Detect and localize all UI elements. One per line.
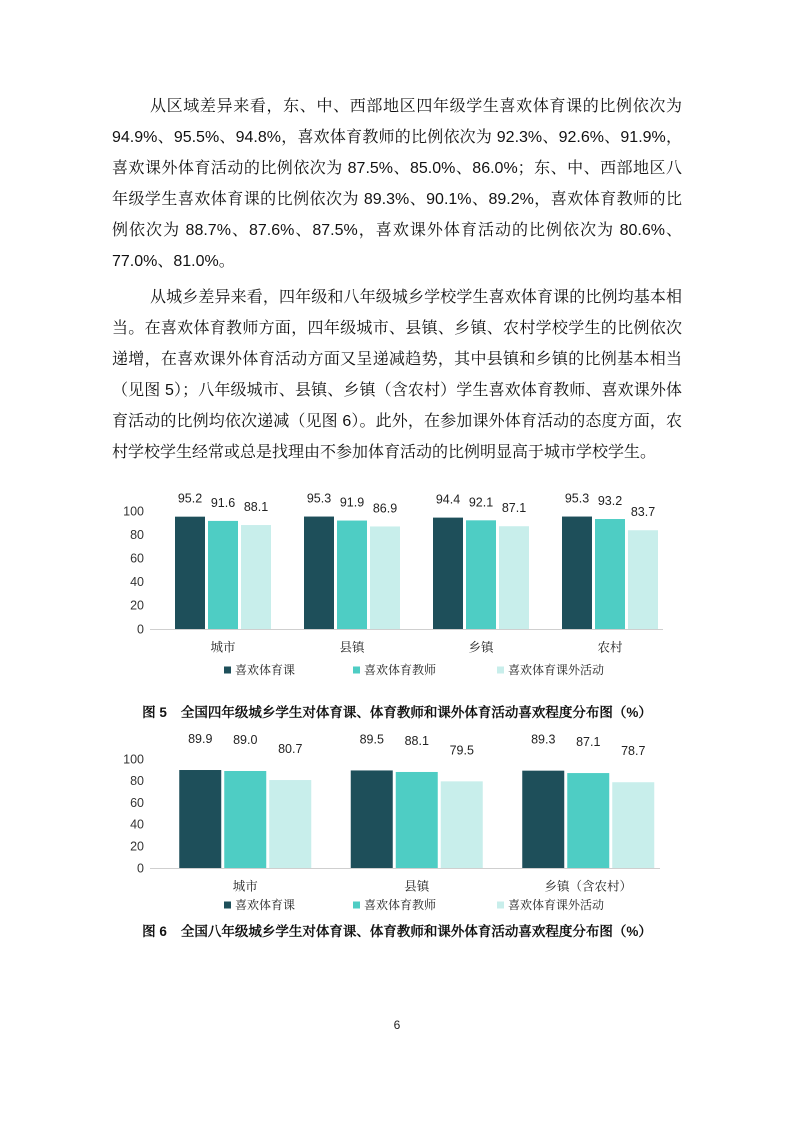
bar bbox=[370, 526, 400, 629]
y-tick-label: 80 bbox=[130, 774, 144, 789]
value-label: 87.1 bbox=[501, 501, 527, 516]
value-label: 87.1 bbox=[576, 735, 601, 750]
value-label: 78.7 bbox=[621, 744, 646, 759]
y-tick-label: 60 bbox=[130, 551, 144, 566]
bar bbox=[466, 520, 496, 629]
category-label: 县镇 bbox=[404, 879, 430, 894]
figure-number: 图 5 bbox=[142, 705, 167, 720]
legend-item bbox=[497, 662, 604, 677]
bar bbox=[595, 519, 625, 629]
text-line: 例依次为 88.7%、87.6%、87.5%，喜欢课外体育活动的比例依次为 80.6%、 bbox=[112, 222, 682, 239]
legend-item bbox=[497, 897, 604, 912]
text-line: 年级学生喜欢体育课的比例依次为 89.3%、90.1%、89.2%，喜欢体育教师的比 bbox=[112, 191, 682, 208]
bar bbox=[337, 521, 367, 629]
category-label: 城市 bbox=[232, 879, 258, 894]
y-tick-label: 100 bbox=[123, 752, 144, 767]
category-label: 农村 bbox=[597, 640, 623, 655]
bar bbox=[304, 517, 334, 629]
y-tick-label: 20 bbox=[130, 839, 144, 854]
legend-item bbox=[353, 662, 436, 677]
y-tick-label: 40 bbox=[130, 575, 144, 590]
legend-item bbox=[224, 897, 295, 912]
bar bbox=[441, 781, 483, 868]
figure-caption bbox=[0, 922, 794, 942]
y-tick-label: 100 bbox=[123, 504, 144, 519]
value-label: 80.7 bbox=[278, 742, 303, 757]
bar bbox=[567, 773, 609, 868]
value-label: 89.5 bbox=[359, 732, 384, 747]
text-line: 77.0%、81.0%。 bbox=[112, 253, 235, 270]
text-line: 当。在喜欢体育教师方面，四年级城市、县镇、乡镇、农村学校学生的比例依次 bbox=[112, 320, 682, 337]
bar bbox=[562, 517, 592, 629]
figure-caption-text: 全国四年级城乡学生对体育课、体育教师和课外体育活动喜欢程度分布图（%） bbox=[180, 705, 652, 720]
page-number: 6 bbox=[393, 1018, 401, 1032]
text-line: 村学校学生经常或总是找理由不参加体育活动的比例明显高于城市学校学生。 bbox=[112, 444, 657, 461]
value-label: 88.1 bbox=[404, 733, 429, 748]
text-line: 94.9%、95.5%、94.8%，喜欢体育教师的比例依次为 92.3%、92.6%、91.9%， bbox=[112, 129, 682, 146]
bar bbox=[433, 518, 463, 629]
category-label: 城市 bbox=[210, 640, 236, 655]
legend-label: 喜欢体育课外活动 bbox=[508, 663, 605, 678]
legend-swatch bbox=[224, 667, 231, 674]
legend-item bbox=[224, 662, 295, 677]
legend-label: 喜欢体育课 bbox=[235, 898, 296, 913]
category-label: 乡镇 bbox=[468, 640, 494, 655]
value-label: 89.0 bbox=[233, 732, 258, 747]
value-label: 89.9 bbox=[188, 732, 213, 747]
legend-swatch bbox=[353, 667, 360, 674]
paragraph-urban-rural-differences bbox=[112, 282, 682, 468]
bar bbox=[612, 782, 654, 868]
value-label: 92.1 bbox=[468, 495, 494, 510]
value-label: 91.9 bbox=[339, 495, 365, 510]
y-tick-label: 0 bbox=[137, 861, 144, 876]
text-line: 递增，在喜欢课外体育活动方面又呈递减趋势，其中县镇和乡镇的比例基本相当 bbox=[112, 351, 682, 368]
legend-swatch bbox=[224, 902, 231, 909]
y-tick-label: 80 bbox=[130, 527, 144, 542]
legend-swatch bbox=[497, 902, 504, 909]
bar bbox=[179, 770, 221, 868]
value-label: 95.3 bbox=[306, 491, 332, 506]
bar bbox=[351, 770, 393, 868]
value-label: 94.4 bbox=[435, 492, 461, 507]
category-label: 县镇 bbox=[339, 640, 365, 655]
bar bbox=[241, 525, 271, 629]
text-line: 喜欢课外体育活动的比例依次为 87.5%、85.0%、86.0%；东、中、西部地区八 bbox=[112, 160, 682, 177]
value-label: 91.6 bbox=[210, 495, 236, 510]
legend-item bbox=[353, 897, 436, 912]
value-label: 83.7 bbox=[630, 505, 656, 520]
text-line: 从区域差异来看，东、中、西部地区四年级学生喜欢体育课的比例依次为 bbox=[150, 98, 682, 115]
bar bbox=[175, 517, 205, 629]
value-label: 95.2 bbox=[177, 491, 203, 506]
text-line: 从城乡差异来看，四年级和八年级城乡学校学生喜欢体育课的比例均基本相 bbox=[150, 289, 682, 306]
text-line: 育活动的比例均依次递减（见图 6）。此外，在参加课外体育活动的态度方面，农 bbox=[112, 413, 682, 430]
bar bbox=[499, 526, 529, 629]
paragraph-regional-differences bbox=[112, 91, 682, 277]
legend-label: 喜欢体育课外活动 bbox=[508, 898, 605, 913]
y-tick-label: 60 bbox=[130, 795, 144, 810]
bar-chart-figure-5 bbox=[0, 480, 794, 680]
value-label: 79.5 bbox=[449, 743, 474, 758]
legend-swatch bbox=[353, 902, 360, 909]
value-label: 95.3 bbox=[564, 491, 590, 506]
legend-label: 喜欢体育教师 bbox=[364, 663, 437, 678]
legend-label: 喜欢体育教师 bbox=[364, 898, 437, 913]
category-label: 乡镇（含农村） bbox=[544, 879, 633, 894]
bar bbox=[208, 521, 238, 629]
figure-caption-text: 全国八年级城乡学生对体育课、体育教师和课外体育活动喜欢程度分布图（%） bbox=[180, 924, 652, 939]
value-label: 93.2 bbox=[597, 494, 623, 509]
figure-caption bbox=[0, 703, 794, 723]
text-line: （见图 5）；八年级城市、县镇、乡镇（含农村）学生喜欢体育教师、喜欢课外体 bbox=[112, 382, 682, 399]
y-tick-label: 20 bbox=[130, 598, 144, 613]
bar-chart-figure-6 bbox=[0, 725, 794, 917]
figure-number: 图 6 bbox=[142, 924, 167, 939]
bar bbox=[396, 772, 438, 868]
bar bbox=[522, 771, 564, 868]
value-label: 89.3 bbox=[531, 732, 556, 747]
legend-label: 喜欢体育课 bbox=[235, 663, 296, 678]
y-tick-label: 40 bbox=[130, 817, 144, 832]
bar bbox=[224, 771, 266, 868]
bar bbox=[269, 780, 311, 868]
bar bbox=[628, 530, 658, 629]
y-tick-label: 0 bbox=[137, 622, 144, 637]
value-label: 86.9 bbox=[372, 501, 398, 516]
legend-swatch bbox=[497, 667, 504, 674]
value-label: 88.1 bbox=[243, 500, 269, 515]
